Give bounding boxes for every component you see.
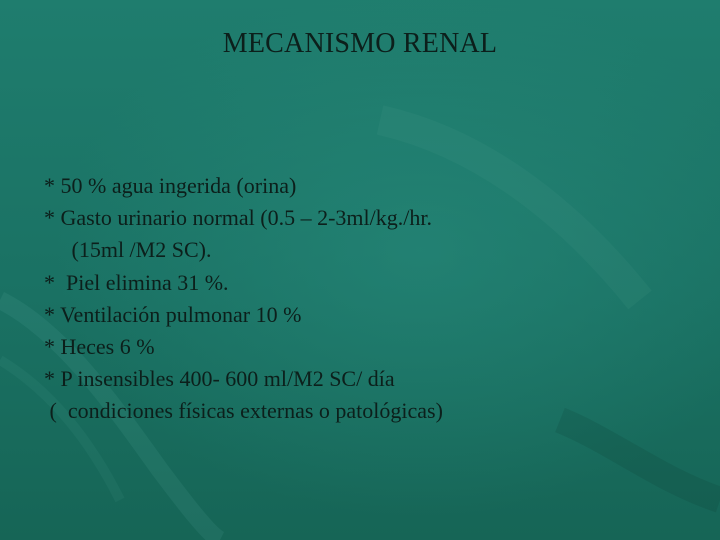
list-item: * P insensibles 400- 600 ml/M2 SC/ día — [44, 366, 395, 392]
list-item: (15ml /M2 SC). — [44, 237, 212, 263]
list-item: * 50 % agua ingerida (orina) — [44, 173, 297, 198]
list-item: * Ventilación pulmonar 10 % — [44, 301, 302, 327]
list-item: ( condiciones físicas externas o patológicas) — [44, 398, 443, 424]
list-item: * Gasto urinario normal (0.5 – 2-3ml/kg./hr. — [44, 205, 432, 231]
list-item: * Heces 6 % — [44, 334, 155, 360]
slide-title: MECANISMO RENAL — [222, 28, 498, 59]
list-item: * Piel elimina 31 %. — [44, 269, 229, 295]
bullet-list — [44, 170, 684, 428]
